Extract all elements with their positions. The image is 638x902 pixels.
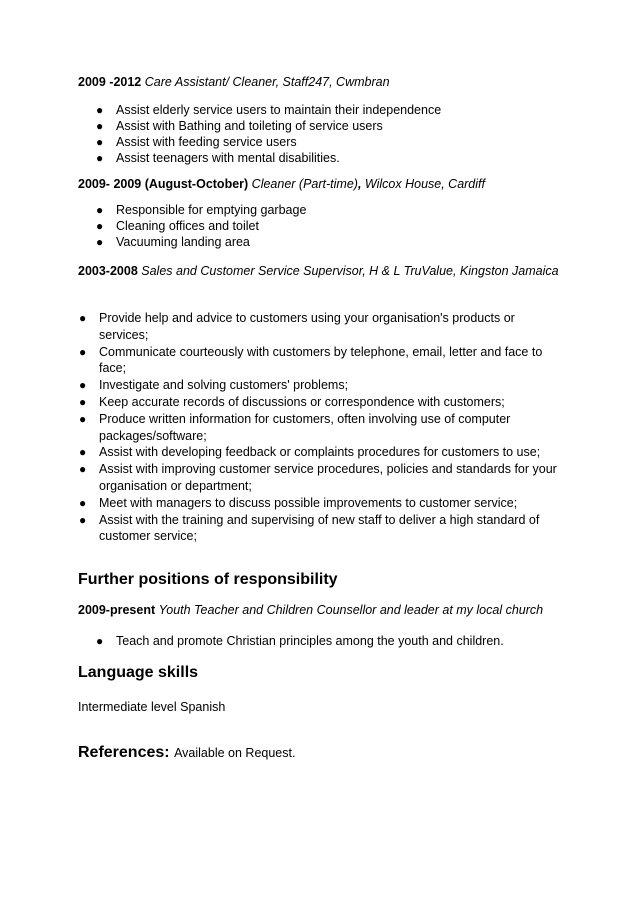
- section-heading-language: Language skills: [78, 664, 199, 681]
- list-item: ● Vacuuming landing area: [96, 235, 250, 249]
- bullet-icon: ●: [79, 411, 87, 426]
- list-item: ● Assist with the training and supervising of new staff to deliver a high standard of customer service;: [79, 512, 540, 544]
- list-item: ● Communicate courteously with customers by telephone, email, letter and face to face;: [79, 344, 543, 376]
- list-item: ● Produce written information for customers, often involving use of computer packages/software;: [79, 411, 511, 443]
- job-years: 2009- 2009 (August-October): [78, 177, 249, 191]
- job-title: Cleaner (Part-time): [251, 177, 358, 191]
- job-place: Wilcox House, Cardiff: [364, 177, 485, 191]
- job-title: Care Assistant/ Cleaner, Staff247, Cwmbran: [144, 75, 390, 89]
- job-heading: [78, 602, 568, 619]
- bullet-icon: ●: [79, 378, 87, 393]
- references-line: [78, 744, 295, 762]
- bullet-icon: ●: [96, 119, 104, 133]
- list-item: ● Assist teenagers with mental disabilities.: [96, 151, 340, 165]
- list-item: ● Assist with Bathing and toileting of service users: [96, 119, 383, 133]
- job-title: Sales and Customer Service Supervisor, H & L TruValue, Kingston Jamaica: [141, 264, 559, 278]
- bullet-icon: ●: [96, 219, 104, 233]
- bullet-icon: ●: [79, 445, 87, 460]
- bullet-icon: ●: [79, 311, 87, 325]
- list-item: ● Provide help and advice to customers using your organisation's products or services;: [79, 311, 515, 342]
- bullet-icon: ●: [79, 495, 87, 510]
- job-title: Youth Teacher and Children Counsellor and leader at my local church: [158, 603, 544, 617]
- job-bullets: [96, 102, 586, 166]
- bullet-icon: ●: [79, 344, 87, 359]
- list-item: ● Assist with developing feedback or complaints procedures for customers to use;: [79, 445, 541, 460]
- list-item: ● Keep accurate records of discussions or correspondence with customers;: [79, 394, 505, 409]
- list-item: ● Meet with managers to discuss possible improvements to customer service;: [79, 495, 518, 510]
- list-item: ● Assist with improving customer service procedures, policies and standards for your organisation or department;: [79, 462, 557, 493]
- bullet-icon: ●: [96, 235, 104, 249]
- language-text: Intermediate level Spanish: [78, 700, 226, 714]
- references-value: Available on Request.: [174, 746, 296, 760]
- job-bullets: [79, 310, 561, 545]
- list-item: ● Investigate and solving customers' problems;: [79, 378, 349, 393]
- job-years: 2009-present: [78, 603, 156, 617]
- bullet-icon: ●: [79, 394, 87, 409]
- job-years: 2003-2008: [78, 264, 138, 278]
- section-heading-further: Further positions of responsibility: [78, 571, 338, 588]
- list-item: ● Teach and promote Christian principles among the youth and children.: [96, 634, 504, 648]
- bullet-icon: ●: [79, 512, 87, 527]
- job-heading: 2009- 2009 (August-October) Cleaner (Part-time), Wilcox House, Cardiff: [78, 177, 485, 191]
- job-bullets: [96, 202, 586, 250]
- bullet-icon: ●: [96, 634, 104, 648]
- bullet-icon: ●: [96, 203, 104, 217]
- bullet-icon: ●: [96, 135, 104, 149]
- job-years: 2009 -2012: [78, 75, 142, 89]
- further-bullets: [96, 633, 586, 649]
- job-heading: [78, 263, 568, 280]
- bullet-icon: ●: [96, 103, 104, 117]
- list-item: ● Assist elderly service users to maintain their independence: [96, 103, 442, 117]
- list-item: ● Responsible for emptying garbage: [96, 203, 307, 217]
- list-item: ● Cleaning offices and toilet: [96, 219, 259, 233]
- job-heading: [78, 74, 568, 91]
- references-label: References:: [78, 744, 170, 761]
- list-item: ● Assist with feeding service users: [96, 135, 297, 149]
- bullet-icon: ●: [79, 462, 87, 477]
- bullet-icon: ●: [96, 151, 104, 165]
